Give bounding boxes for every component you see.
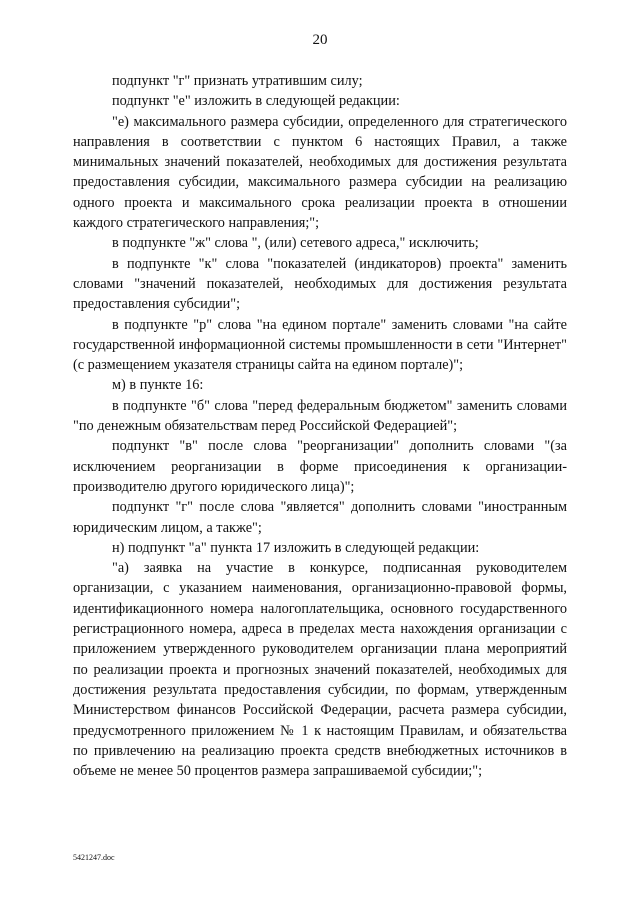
- paragraph-4: в подпункте "ж" слова ", (или) сетевого адреса," исключить;: [112, 235, 479, 252]
- paragraph-3: "е) максимального размера субсидии, определенного для стратегического направления в соответствии с пунктом 6 настоящих Правил, а также минимальных значений показателей, необходимых для достижения результата предоставления субсидии, максимального размера субсидии на реализацию одного проекта и максимального срока реализации проекта в отношении каждого стратегического направления;";: [73, 113, 567, 232]
- paragraph-9: подпункт "в" после слова "реорганизации" дополнить словами "(за исключением реорганизации в форме присоединения к организации-производителю другого юридического лица)";: [73, 438, 567, 495]
- paragraph-1: подпункт "г" признать утратившим силу;: [112, 73, 363, 89]
- paragraph-10: подпункт "г" после слова "является" дополнить словами "иностранным юридическим лицом, а также";: [73, 499, 567, 536]
- paragraph-5: в подпункте "к" слова "показателей (индикаторов) проекта" заменить словами "значений показателей, необходимых для достижения результата предоставления субсидии";: [73, 255, 567, 313]
- paragraph-12: "а) заявка на участие в конкурсе, подписанная руководителем организации, с указанием наименования, организационно-правовой формы, идентификационного номера налогоплательщика, основного государственного регистрационного номера, адреса в пределах места нахождения организации с приложением утвержденного руководителем организации плана мероприятий по реализации проекта и прогнозных значений показателей, необходимых для достижения результата предоставления субсидии, по формам, утвержденным Министерством финансов Российской Федерации, расчета размера субсидии, предусмотренного приложением № 1 к настоящим Правилам, и обязательства по привлечению на реализацию проекта средств внебюджетных источников в объеме не менее 50 процентов размера запрашиваемой субсидии;";: [73, 560, 567, 780]
- document-footer-filename: 5421247.doc: [73, 853, 115, 862]
- paragraph-8: в подпункте "б" слова "перед федеральным бюджетом" заменить словами "по денежным обязательствам перед Российской Федерацией";: [73, 397, 567, 435]
- paragraph-7: м) в пункте 16:: [112, 377, 204, 394]
- paragraph-2: подпункт "е" изложить в следующей редакции:: [112, 93, 400, 110]
- paragraph-11: н) подпункт "а" пункта 17 изложить в следующей редакции:: [112, 539, 480, 556]
- document-body: [73, 71, 567, 781]
- page-number: 20: [312, 32, 328, 48]
- paragraph-6: в подпункте "р" слова "на едином портале" заменить словами "на сайте государственной информационной системы промышленности в сети "Интернет" (с размещением указателя страницы сайта на едином портале)";: [73, 316, 567, 374]
